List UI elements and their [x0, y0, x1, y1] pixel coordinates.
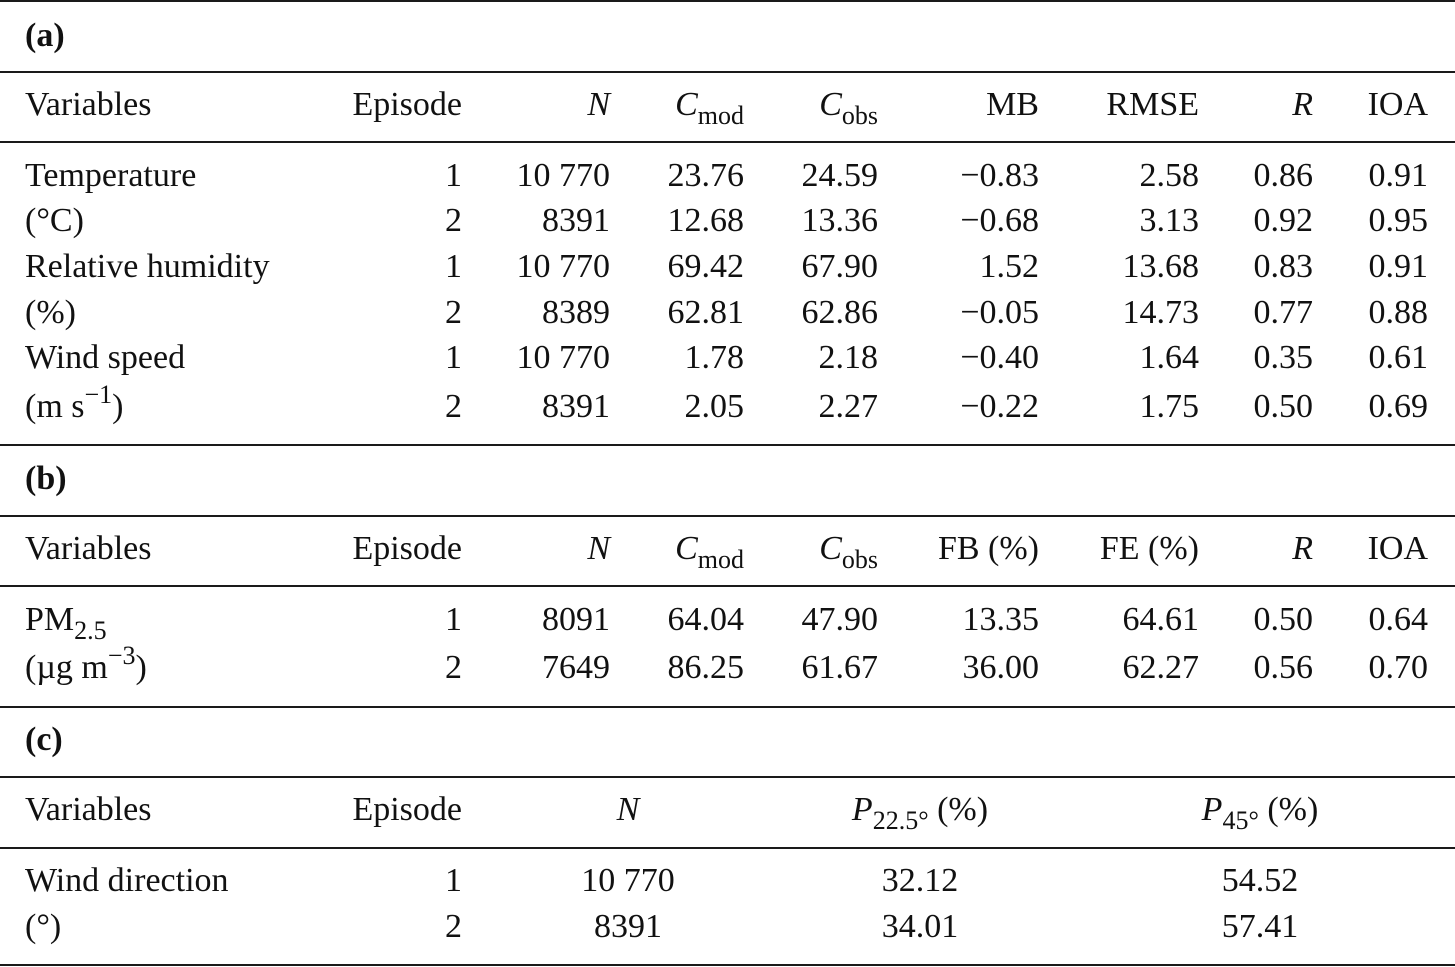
header-variables: Variables [25, 530, 152, 567]
cell-variable: Temperature [25, 157, 197, 194]
header-variables: Variables [25, 86, 152, 123]
header-episode: Episode [352, 530, 462, 567]
cell-mb: −0.22 [960, 388, 1039, 425]
cell-cobs: 13.36 [801, 202, 878, 239]
cell-ioa: 0.91 [1368, 248, 1428, 285]
header-episode: Episode [352, 86, 462, 123]
cell-rmse: 14.73 [1122, 294, 1199, 331]
cell-cmod: 2.05 [684, 388, 744, 425]
header-ioa: IOA [1367, 530, 1428, 567]
cell-n: 8391 [542, 202, 610, 239]
cell-variable: (µg $m^{-3}$) [25, 641, 147, 686]
header-cobs: $C_{obs}$ [819, 530, 878, 574]
cell-variable: Wind direction [25, 862, 229, 899]
cell-cobs: 2.18 [818, 339, 878, 376]
cell-p45: 57.41 [1221, 908, 1299, 945]
cell-mb: −0.68 [960, 202, 1039, 239]
cell-r: 0.83 [1253, 248, 1313, 285]
header-n: N [587, 86, 610, 123]
cell-r: 0.35 [1253, 339, 1313, 376]
table-row [0, 198, 1455, 244]
cell-ioa: 0.70 [1368, 649, 1428, 686]
top-rule [0, 0, 1455, 2]
cell-n: 10 770 [516, 157, 610, 194]
cell-rmse: 3.13 [1139, 202, 1199, 239]
cell-cmod: 1.78 [684, 339, 744, 376]
cell-episode: 1 [445, 157, 462, 194]
cell-rmse: 13.68 [1122, 248, 1199, 285]
table-row [0, 335, 1455, 381]
table-row [0, 244, 1455, 290]
table-row [0, 641, 1455, 691]
cell-episode: 1 [445, 601, 462, 638]
cell-cmod: 64.04 [667, 601, 744, 638]
rule-a-bottom [0, 444, 1455, 446]
cell-variable: (°) [25, 908, 62, 945]
header-rmse: RMSE [1106, 86, 1199, 123]
header-cobs: $C_{obs}$ [819, 86, 878, 130]
cell-cmod: 86.25 [667, 649, 744, 686]
cell-episode: 1 [445, 862, 462, 899]
header-ioa: IOA [1367, 86, 1428, 123]
cell-fe: 64.61 [1122, 601, 1199, 638]
section-c-label: (c) [25, 721, 63, 758]
rule-a-header-bottom [0, 141, 1455, 143]
cell-n: 7649 [542, 649, 610, 686]
cell-cobs: 62.86 [801, 294, 878, 331]
cell-n: 8091 [542, 601, 610, 638]
rule-a-header-top [0, 71, 1455, 73]
cell-mb: −0.05 [960, 294, 1039, 331]
cell-r: 0.50 [1253, 388, 1313, 425]
header-n: N [616, 791, 640, 828]
cell-episode: 2 [445, 649, 462, 686]
header-variables: Variables [25, 791, 152, 828]
section-b-header-row [0, 526, 1455, 572]
cell-ioa: 0.88 [1368, 294, 1428, 331]
cell-n: 10 770 [516, 339, 610, 376]
cell-fb: 13.35 [962, 601, 1039, 638]
header-r: R [1292, 86, 1313, 123]
section-b-label: (b) [25, 460, 67, 497]
bottom-rule [0, 964, 1455, 966]
cell-variable: (°C) [25, 202, 84, 239]
header-r: R [1292, 530, 1313, 567]
header-n: N [587, 530, 610, 567]
cell-p45: 54.52 [1221, 862, 1299, 899]
cell-cobs: 47.90 [801, 601, 878, 638]
cell-n: 10 770 [516, 248, 610, 285]
cell-mb: −0.83 [960, 157, 1039, 194]
cell-episode: 1 [445, 248, 462, 285]
cell-episode: 2 [445, 202, 462, 239]
section-a-header-row [0, 82, 1455, 128]
cell-cobs: 2.27 [818, 388, 878, 425]
cell-n: 8391 [542, 388, 610, 425]
header-cmod: $C_{mod}$ [675, 530, 744, 574]
header-cmod: $C_{mod}$ [675, 86, 744, 130]
rule-c-header-bottom [0, 847, 1455, 849]
cell-fe: 62.27 [1122, 649, 1199, 686]
cell-variable: Relative humidity [25, 248, 270, 285]
header-mb: MB [986, 86, 1039, 123]
cell-ioa: 0.61 [1368, 339, 1428, 376]
cell-cmod: 12.68 [667, 202, 744, 239]
rule-c-header-top [0, 776, 1455, 778]
header-fe: FE (%) [1099, 530, 1199, 567]
cell-variable: (m $s^{-1}$) [25, 380, 124, 425]
cell-episode: 2 [445, 294, 462, 331]
cell-episode: 2 [445, 908, 462, 945]
cell-r: 0.92 [1253, 202, 1313, 239]
rule-b-bottom [0, 706, 1455, 708]
cell-cmod: 69.42 [667, 248, 744, 285]
cell-variable: Wind speed [25, 339, 186, 376]
cell-ioa: 0.91 [1368, 157, 1428, 194]
section-c-header-row [0, 787, 1455, 833]
rule-b-header-bottom [0, 585, 1455, 587]
table-row [0, 290, 1455, 336]
cell-mb: 1.52 [979, 248, 1039, 285]
cell-r: 0.86 [1253, 157, 1313, 194]
cell-ioa: 0.69 [1368, 388, 1428, 425]
table-row [0, 904, 1455, 950]
rule-b-header-top [0, 515, 1455, 517]
cell-r: 0.50 [1253, 601, 1313, 638]
cell-mb: −0.40 [960, 339, 1039, 376]
cell-rmse: 2.58 [1139, 157, 1199, 194]
cell-cobs: 24.59 [801, 157, 878, 194]
table-row [0, 380, 1455, 430]
table-row [0, 858, 1455, 904]
header-p45: $P_{45^\circ}$ (%) [1201, 791, 1319, 835]
cell-variable: (%) [25, 294, 76, 331]
cell-r: 0.77 [1253, 294, 1313, 331]
cell-n: 10 770 [581, 862, 675, 899]
cell-rmse: 1.64 [1139, 339, 1199, 376]
cell-cobs: 61.67 [801, 649, 878, 686]
cell-p22-5: 32.12 [881, 862, 959, 899]
cell-ioa: 0.95 [1368, 202, 1428, 239]
table-row [0, 597, 1455, 643]
header-episode: Episode [352, 791, 462, 828]
header-fb: FB (%) [937, 530, 1039, 567]
cell-cmod: 62.81 [667, 294, 744, 331]
cell-variable: $PM_{2.5}$ [25, 601, 107, 645]
cell-cmod: 23.76 [667, 157, 744, 194]
cell-episode: 1 [445, 339, 462, 376]
cell-fb: 36.00 [962, 649, 1039, 686]
cell-n: 8391 [594, 908, 662, 945]
header-p22-5: $P_{22.5^\circ}$ (%) [851, 791, 989, 835]
cell-rmse: 1.75 [1139, 388, 1199, 425]
cell-ioa: 0.64 [1368, 601, 1428, 638]
section-a-label: (a) [25, 17, 65, 54]
cell-cobs: 67.90 [801, 248, 878, 285]
cell-p22-5: 34.01 [881, 908, 959, 945]
cell-n: 8389 [542, 294, 610, 331]
table-row [0, 153, 1455, 199]
cell-r: 0.56 [1253, 649, 1313, 686]
cell-episode: 2 [445, 388, 462, 425]
